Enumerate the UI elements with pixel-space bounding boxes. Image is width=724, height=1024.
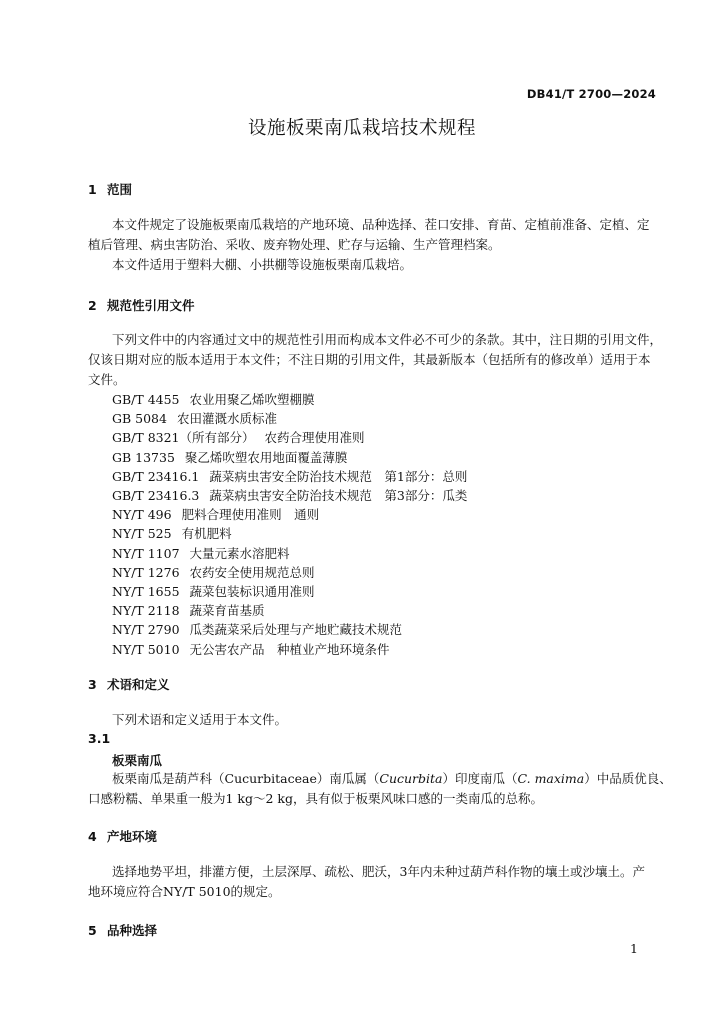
reference-item [112,428,365,446]
reference-code: NY/T 2790 [112,622,180,638]
section-number: 3 [88,677,97,692]
section-2-heading [88,296,195,314]
reference-code: NY/T 496 [112,507,172,523]
reference-code: GB/T 23416.3 [112,488,200,503]
reference-code: NY/T 2118 [112,603,180,619]
reference-title: 农业用聚乙烯吹塑棚膜 [189,392,315,407]
reference-title: 有机肥料 [181,526,232,542]
term-name: 板栗南瓜 [112,753,163,768]
standard-code: DB41/T 2700—2024 [526,87,656,101]
reference-item [112,640,390,658]
species-name: C. maxima [517,771,585,786]
definition-text: ）中品质优良、 [584,771,672,786]
term-definition-line-1 [112,769,672,789]
reference-code: GB/T 4455 [112,392,180,407]
section-number: 4 [88,829,97,844]
reference-item [112,390,315,408]
environment-line-1: 选择地势平坦，排灌方便，土层深厚、疏松、肥沃，3年内未种过葫芦科作物的壤土或沙壤土。产 [112,864,645,879]
section-3-heading [88,675,170,693]
reference-item [112,563,315,581]
term-definition-line-2: 口感粉糯、单果重一般为1 kg～2 kg，具有似于板栗风味口感的一类南瓜的总称。 [88,791,544,806]
reference-title: 聚乙烯吹塑农用地面覆盖薄膜 [184,449,348,465]
environment-line-2: 地环境应符合NY/T 5010的规定。 [88,884,281,899]
reference-code: GB 5084 [112,411,167,427]
reference-title: 蔬菜病虫害安全防治技术规范 第3部分：瓜类 [209,488,468,503]
document-title: 设施板栗南瓜栽培技术规程 [247,118,476,139]
references-intro-line-3: 文件。 [88,372,126,387]
reference-title: 大量元素水溶肥料 [189,545,290,561]
section-title: 品种选择 [107,923,158,938]
section-1-heading [88,180,132,198]
reference-item [112,524,232,542]
scope-paragraph-line-1: 本文件规定了设施板栗南瓜栽培的产地环境、品种选择、茬口安排、育苗、定植前准备、定植、定 [112,217,650,232]
references-intro-line-2: 仅该日期对应的版本适用于本文件；不注日期的引用文件，其最新版本（包括所有的修改单）适用于本 [88,352,651,367]
reference-item [112,448,347,466]
page-number: 1 [630,941,638,956]
reference-code: NY/T 525 [112,526,172,542]
section-title: 产地环境 [107,829,158,844]
term-number: 3.1 [88,731,111,746]
reference-code: GB/T 8321（所有部分） [112,430,255,446]
reference-title: 瓜类蔬菜采后处理与产地贮藏技术规范 [189,622,403,638]
reference-item [112,486,467,504]
reference-title: 农田灌溉水质标准 [176,411,277,427]
section-title: 术语和定义 [107,677,170,692]
reference-title: 蔬菜育苗基质 [189,603,265,619]
section-title: 规范性引用文件 [107,298,195,313]
section-number: 1 [88,182,97,197]
reference-title: 农药合理使用准则 [264,430,365,446]
definition-text: ）印度南瓜（ [442,771,518,786]
references-intro-line-1: 下列文件中的内容通过文中的规范性引用而构成本文件必不可少的条款。其中，注日期的引用文件， [112,332,663,347]
reference-code: NY/T 1107 [112,545,180,561]
reference-code: GB 13735 [112,449,175,465]
reference-title: 无公害农产品 种植业产地环境条件 [189,641,390,657]
reference-title: 农药安全使用规范总则 [189,564,315,580]
section-title: 范围 [107,182,133,197]
section-number: 5 [88,923,97,938]
section-5-heading [88,921,157,939]
section-number: 2 [88,298,97,313]
genus-name: Cucurbita [379,771,443,786]
reference-item [112,409,277,427]
reference-item [112,620,402,638]
reference-title: 肥料合理使用准则 通则 [181,507,320,523]
reference-item [112,505,319,523]
reference-code: NY/T 5010 [112,641,180,657]
scope-applicability: 本文件适用于塑料大棚、小拱棚等设施板栗南瓜栽培。 [112,257,413,272]
reference-title: 蔬菜病虫害安全防治技术规范 第1部分：总则 [209,468,468,484]
reference-item [112,582,315,600]
reference-code: NY/T 1276 [112,564,180,580]
reference-item [112,544,290,562]
definition-text: 板栗南瓜是葫芦科（Cucurbitaceae）南瓜属（ [112,771,380,786]
section-4-heading [88,827,157,845]
reference-title: 蔬菜包装标识通用准则 [189,584,315,599]
scope-paragraph-line-2: 植后管理、病虫害防治、采收、废弃物处理、贮存与运输、生产管理档案。 [88,237,501,252]
reference-item [112,467,467,485]
reference-code: GB/T 23416.1 [112,468,200,484]
reference-code: NY/T 1655 [112,584,180,599]
reference-item [112,601,265,619]
terms-intro: 下列术语和定义适用于本文件。 [112,712,288,727]
